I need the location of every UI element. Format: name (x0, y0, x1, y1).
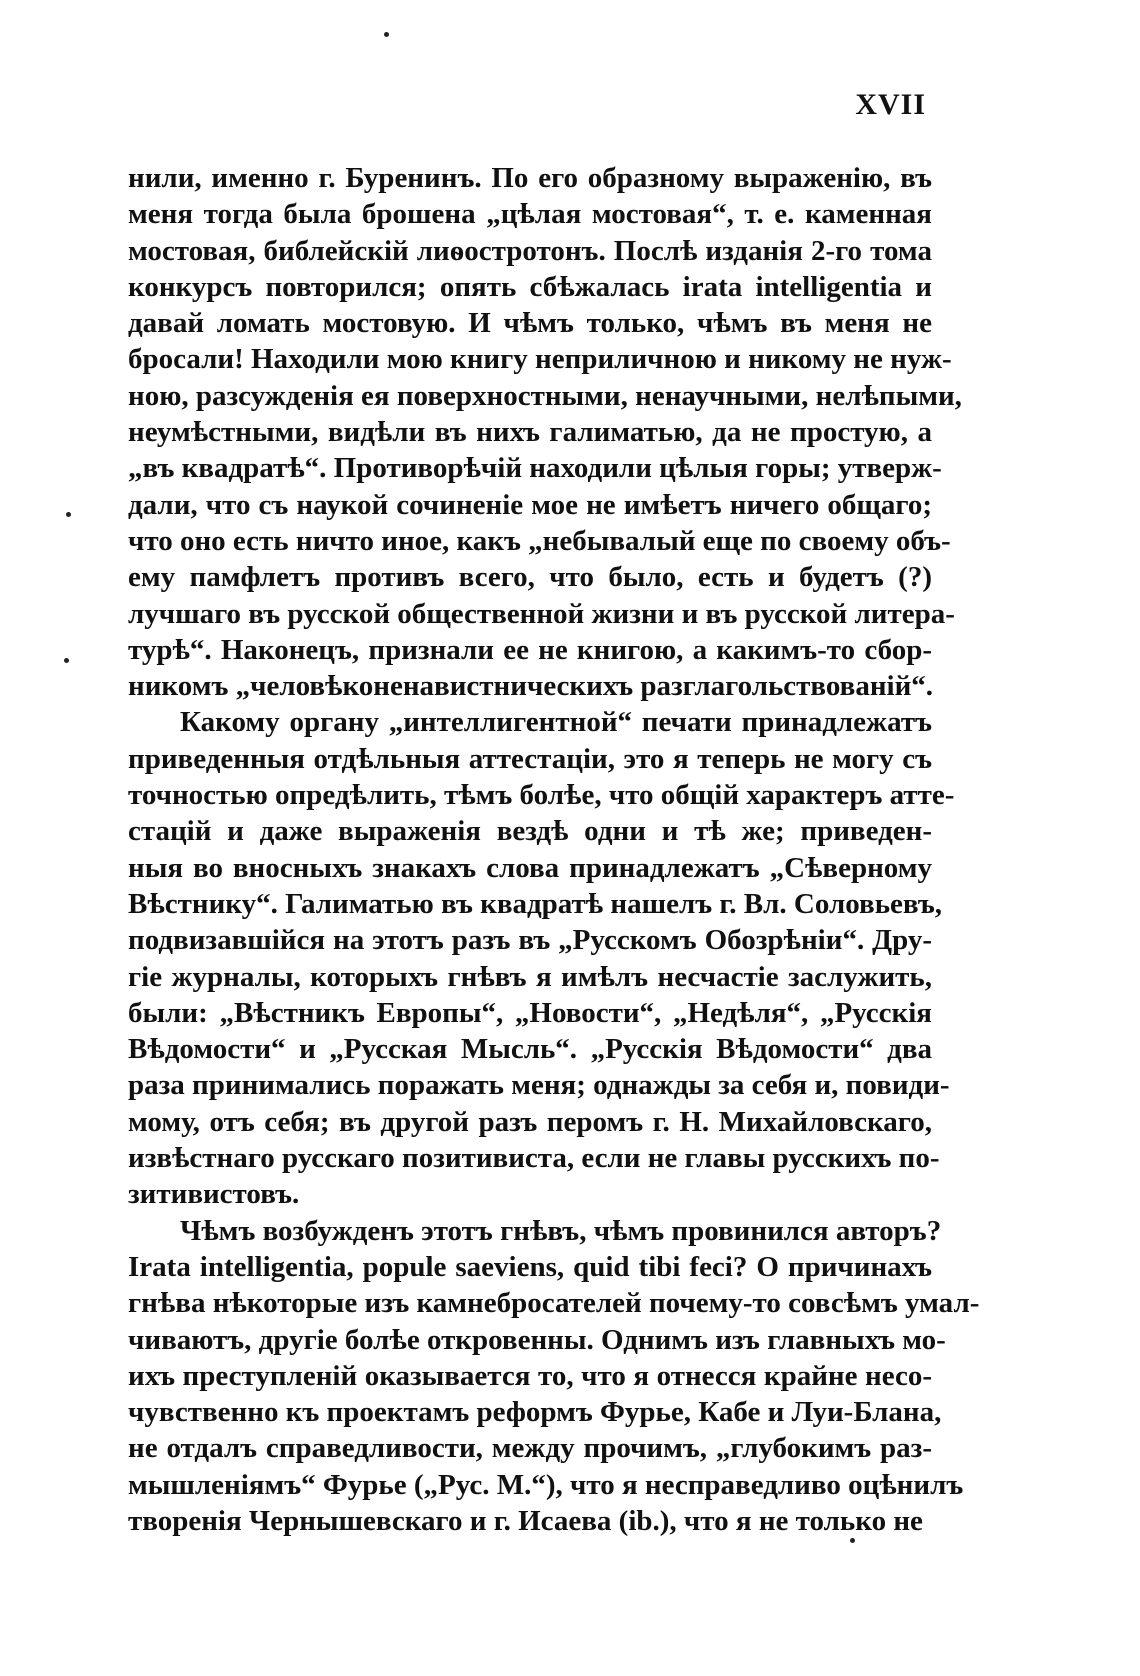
text-line: были: „Вѣстникъ Европы“, „Новости“, „Недѣля“, „Русскія (128, 996, 932, 1029)
text-line: лучшаго въ русской общественной жизни и въ русской литера- (128, 597, 955, 630)
text-line: ему памфлетъ противъ всего, что было, есть и будетъ (?) (128, 561, 932, 594)
scan-speck (850, 1538, 855, 1543)
paragraph (128, 160, 962, 704)
text-line: приведенныя отдѣльныя аттестаціи, это я теперь не могу съ (128, 742, 932, 775)
text-line: Какому органу „интеллигентной“ печати принадлежатъ (180, 706, 932, 739)
text-line: Чѣмъ возбужденъ этотъ гнѣвъ, чѣмъ провинился авторъ? (180, 1214, 942, 1247)
text-line: раза принимались поражать меня; однажды за себя и, повиди- (128, 1069, 950, 1102)
text-line: чувственно къ проектамъ реформъ Фурье, Кабе и Луи-Блана, (128, 1396, 942, 1429)
text-line: конкурсъ повторился; опять сбѣжалась irata intelligentia и (128, 270, 932, 303)
text-line: бросали! Находили мою книгу неприличною и никому не нуж- (128, 343, 952, 376)
text-line: давай ломать мостовую. И чѣмъ только, чѣмъ въ меня не (128, 307, 932, 340)
page-number: XVII (855, 88, 926, 121)
text-line: ныя во вносныхъ знакахъ слова принадлежатъ „Сѣверному (128, 851, 932, 884)
text-line: неумѣстными, видѣли въ нихъ галиматью, да не простую, а (128, 416, 932, 449)
text-line: дали, что съ наукой сочиненіе мое не имѣетъ ничего общаго; (128, 488, 932, 521)
text-line: точностью опредѣлить, тѣмъ болѣе, что общій характеръ атте- (128, 779, 955, 812)
scan-speck (384, 32, 389, 37)
text-line: что оно есть ничто иное, какъ „небывалый еще по своему объ- (128, 524, 951, 557)
text-line: мому, отъ себя; въ другой разъ перомъ г. Н. Михайловскаго, (128, 1105, 932, 1138)
text-line: Вѣдомости“ и „Русская Мысль“. „Русскія Вѣдомости“ два (128, 1033, 932, 1066)
text-line: извѣстнаго русскаго позитивиста, если не главы русскихъ по- (128, 1142, 940, 1175)
paragraph (128, 1213, 980, 1540)
paragraph (128, 704, 955, 1212)
text-line: Irata intelligentia, popule saeviens, quid tibi feci? О причинахъ (128, 1250, 932, 1283)
text-line: меня тогда была брошена „цѣлая мостовая“, т. е. каменная (128, 198, 932, 231)
text-line: гнѣва нѣкоторые изъ камнебросателей почему-то совсѣмъ умал- (128, 1287, 980, 1320)
text-line: чиваютъ, другіе болѣе откровенны. Однимъ изъ главныхъ мо- (128, 1323, 946, 1356)
text-line: мостовая, библейскій лиѳостротонъ. Послѣ изданія 2-го тома (128, 234, 932, 267)
text-line: гіе журналы, которыхъ гнѣвъ я имѣлъ несчастіе заслужить, (128, 960, 932, 993)
text-line: ихъ преступленій оказывается то, что я отнесся крайне несо- (128, 1359, 932, 1392)
scan-speck (64, 658, 69, 663)
text-line: творенія Чернышевскаго и г. Исаева (ib.), что я не только не (128, 1504, 923, 1537)
text-line: турѣ“. Наконецъ, признали ее не книгою, а какимъ-то сбор- (128, 633, 932, 666)
text-line: мышленіямъ“ Фурье („Рус. М.“), что я несправедливо оцѣнилъ (128, 1468, 964, 1501)
text-line: ною, разсужденія ея поверхностными, ненаучными, нелѣпыми, (128, 379, 962, 412)
text-line: подвизавшійся на этотъ разъ въ „Русскомъ Обозрѣніи“. Дру- (128, 924, 932, 957)
text-line: никомъ „человѣконенавистническихъ разглагольствованій“. (128, 670, 934, 703)
text-line: нили, именно г. Буренинъ. По его образному выраженію, въ (128, 162, 932, 194)
scan-speck (66, 512, 71, 517)
text-line: не отдалъ справедливости, между прочимъ, „глубокимъ раз- (128, 1432, 932, 1465)
text-line: „въ квадратѣ“. Противорѣчій находили цѣлыя горы; утверж- (128, 452, 942, 485)
text-line: зитивистовъ. (128, 1178, 300, 1211)
body-text (128, 160, 980, 1539)
text-line: стацій и даже выраженія вездѣ одни и тѣ же; приведен- (128, 815, 932, 848)
text-line: Вѣстнику“. Галиматью въ квадратѣ нашелъ г. Вл. Соловьевъ, (128, 887, 942, 920)
